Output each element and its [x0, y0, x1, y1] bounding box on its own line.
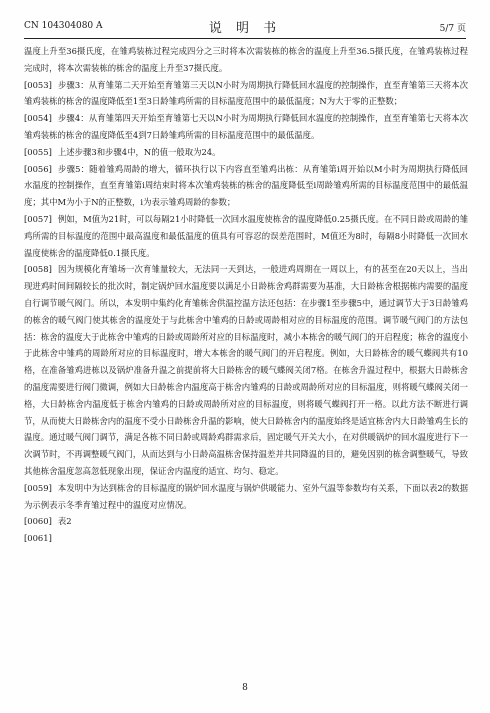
paragraph	[24, 110, 468, 144]
paragraph	[24, 161, 468, 211]
paragraph	[24, 261, 468, 479]
page-number: 8	[242, 683, 248, 693]
document-title: 说 明 书	[208, 21, 282, 36]
paragraph-number: [0061]	[24, 533, 52, 544]
paragraph-text: 本发明中为达到栋舍的目标温度的锅炉回水温度与锅炉供暖能力、室外气温等参数均有关系，下面以表2的数据为示例表示冬季育雏过程中的温度对应情况。	[24, 482, 468, 510]
page-indicator: 5/7 页	[439, 24, 466, 34]
paragraph-number: [0057]	[24, 213, 52, 224]
paragraph-number: [0055]	[24, 146, 52, 157]
paragraph-number: [0054]	[24, 113, 52, 124]
paragraph-number: [0059]	[24, 482, 52, 493]
paragraph	[24, 43, 468, 77]
paragraph	[24, 211, 468, 261]
paragraph-number: [0053]	[24, 79, 52, 90]
paragraph-text: 上述步骤3和步骤4中，N的值一般取为24。	[57, 146, 221, 157]
paragraph-text: 步骤5：随着雏鸡周龄的增大，循环执行以下内容直至雏鸡出栋：从育雏第i周开始以M小时为周期执行降低回水温度的控制操作，直至育雏第i周结束时将本次雏鸡装栋的栋舍的温度降低至i周龄雏鸡所需的目标温度范围中的最低温度；其中M为小于N的正整数，i为表示雏鸡周龄的参数；	[24, 163, 468, 208]
paragraph-text: 例如，M值为21时，可以每隔21小时降低一次回水温度使栋舍的温度降低0.25摄氏度。在不同日龄或周龄的雏鸡所需的目标温度的范围中最高温度和最低温度的值具有可容忍的误差范围时，M值还为8时，每隔8小时降低一次回水温度使栋舍的温度降低0.1摄氏度。	[24, 213, 468, 258]
paragraph-number: [0060]	[24, 516, 52, 527]
paragraph-text: 步骤4：从育雏第四天开始至育雏第七天以N小时为周期执行降低回水温度的控制操作，直至育雏第七天将本次雏鸡装栋的栋舍的温度降低至4到7日龄雏鸡所需的目标温度范围中的最低温度。	[24, 113, 468, 140]
paragraph	[24, 513, 468, 530]
document-number: CN 104304080 A	[24, 21, 103, 31]
paragraph	[24, 144, 468, 161]
paragraph	[24, 530, 468, 547]
paragraph	[24, 77, 468, 111]
page-footer	[0, 683, 490, 693]
paragraph-text: 表2	[57, 516, 72, 527]
paragraph	[24, 480, 468, 514]
document-body	[24, 43, 468, 547]
paragraph-number: [0058]	[24, 264, 52, 275]
paragraph-text: 因为规模化育雏场一次育雏量较大，无法同一天到达，一般进鸡周期在一周以上，有的甚至在20天以上，当出现进鸡时间间隔较长的批次时，制定锅炉回水温度要以满足小日龄栋舍鸡群需要为基准，大日龄栋舍根据栋内需要的温度自行调节暖气阀门。所以，本发明中集约化育雏栋舍供温控温方法还包括：在步骤1至步骤5中，通过调节大于3日龄雏鸡的栋舍的暖气阀门使其栋舍的温度处于与此栋舍中雏鸡的日龄或周龄相对应的目标温度的范围。调节暖气阀门的方法包括：栋舍的温度大于此栋舍中雏鸡的日龄或周龄所对应的目标温度时，减小本栋舍的暖气阀门的开启程度；栋舍的温度小于此栋舍中雏鸡的周龄所对应的目标温度时，增大本栋舍的暖气阀门的开启程度。例如，大日龄栋舍的暖气蝶阀共有10格，在准备雏鸡进栋以及锅炉准备升温之前提前将大日龄栋舍的暖气蝶阀关闭7格。在栋舍升温过程中，根据大日龄栋舍的温度需要进行阀门微调，例如大日龄栋舍内温度高于栋舍内雏鸡的日龄或周龄所对应的目标温度，则将暖气蝶阀关闭一格，大日龄栋舍内温度低于栋舍内雏鸡的日龄或周龄所对应的目标温度，则将暖气蝶阀打开一格。以此方法不断进行调节，从而使大日龄栋舍内的温度不受小日龄栋舍升温的影响，使大日龄栋舍内的温度始终是适宜栋舍内大日龄雏鸡生长的温度。通过暖气阀门调节，满足各栋不同日龄或周龄鸡群需求后，固定暖气开关大小，在对供暖锅炉的回水温度进行下一次调节时，不再调整暖气阀门，从而达到与小日龄高温栋舍保持温差并共同降温的目的，避免因别的栋舍调整暖气，导致其他栋舍温度忽高忽低现象出现，保证舍内温度的适宜、均匀、稳定。	[24, 264, 468, 476]
paragraph-number: [0056]	[24, 163, 52, 174]
paragraph-text: 步骤3：从育雏第二天开始至育雏第三天以N小时为周期执行降低回水温度的控制操作，直至育雏第三天将本次雏鸡装栋的栋舍的温度降低至1至3日龄雏鸡所需的目标温度范围中的最低温度；N为大于零的正整数；	[24, 79, 468, 107]
page-header	[24, 16, 466, 39]
paragraph-text: 温度上升至36摄氏度，在雏鸡装栋过程完成四分之三时将本次需装栋的栋舍的温度上升至36.5摄氏度，在雏鸡装栋过程完成时，将本次需装栋的栋舍的温度上升至37摄氏度。	[24, 46, 468, 73]
